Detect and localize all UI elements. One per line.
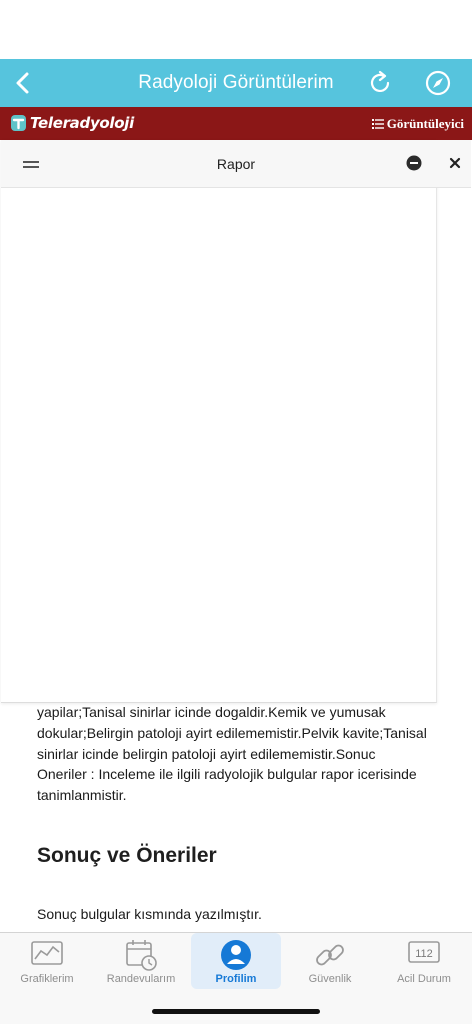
tab-profilim[interactable]	[191, 933, 281, 989]
home-indicator	[152, 1009, 320, 1014]
tab-label: Güvenlik	[308, 973, 352, 985]
viewer-button[interactable]	[372, 116, 464, 132]
compass-icon[interactable]	[424, 69, 452, 97]
reload-icon[interactable]	[366, 69, 394, 97]
app-header	[0, 59, 472, 107]
section-body-findings: yapilar;Tanisal sinirlar icinde dogaldir.Kemik ve yumusak dokular;Belirgin patoloji ayirt edilememistir.Pelvik kavite;Tanisal sinirlar icinde belirgin patoloji ayirt edilememistir.Sonuc Oneriler : Inceleme ile ilgili radyolojik bulgular rapor icerisinde tanimlanmistir.	[37, 703, 427, 804]
list-icon	[372, 118, 385, 130]
tab-grafiklerim[interactable]	[0, 933, 94, 989]
link-icon	[313, 939, 347, 971]
teleradyoloji-logo: Teleradyoloji	[10, 113, 134, 133]
logo-mark-icon	[10, 113, 28, 133]
minimize-icon[interactable]	[406, 155, 422, 171]
status-bar-area	[0, 0, 472, 59]
close-icon[interactable]	[447, 155, 463, 171]
chart-icon	[30, 939, 64, 967]
teleradyoloji-bar	[0, 107, 472, 140]
emergency-number: 112	[415, 948, 433, 960]
section-body-conclusion: Sonuç bulgular kısmında yazılmıştır.	[37, 906, 262, 922]
viewer-label: Görüntüleyici	[386, 116, 464, 131]
tab-randevularim[interactable]	[94, 933, 188, 989]
tab-acil-durum[interactable]	[377, 933, 471, 989]
tab-label: Grafiklerim	[20, 973, 74, 985]
report-panel	[1, 140, 437, 703]
tab-label: Acil Durum	[397, 973, 451, 985]
tab-label: Randevularım	[106, 973, 176, 985]
section-title-conclusion: Sonuç ve Öneriler	[37, 844, 217, 867]
emergency-112-icon	[407, 939, 441, 967]
tab-guvenlik[interactable]	[283, 933, 377, 989]
report-panel-title: Rapor	[216, 156, 256, 172]
page-title: Radyoloji Görüntülerim	[138, 72, 334, 93]
report-panel-header	[1, 140, 471, 188]
calendar-clock-icon	[124, 939, 158, 971]
profile-icon	[219, 939, 253, 971]
tab-label: Profilim	[215, 973, 257, 985]
back-icon[interactable]	[10, 69, 38, 97]
